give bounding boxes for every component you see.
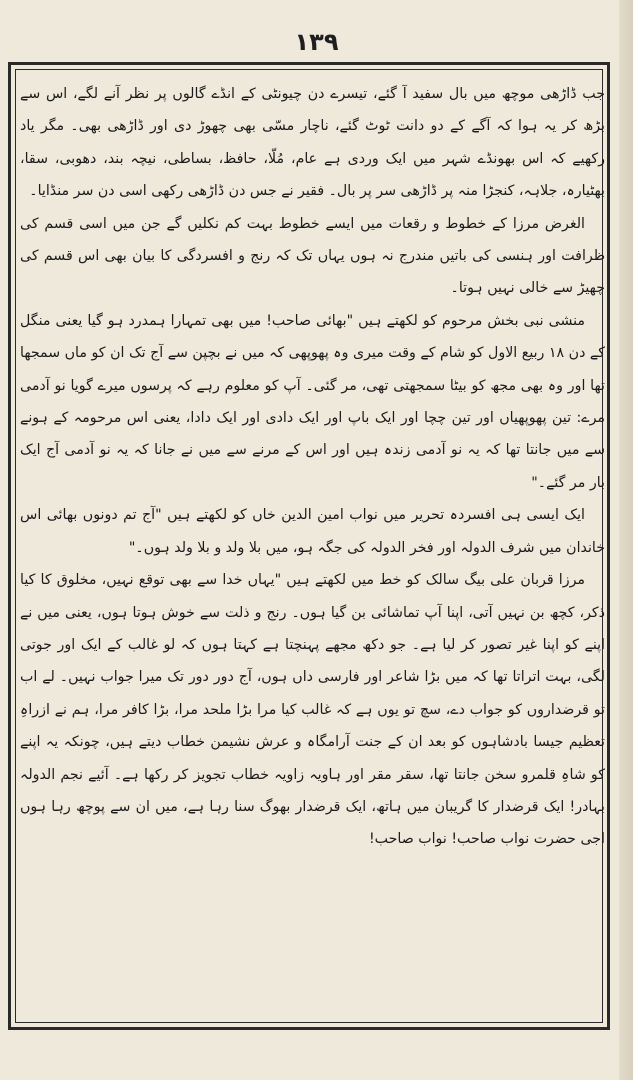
paragraph-letter-salik: مرزا قربان علی بیگ سالک کو خط میں لکھتے ہیں "یہاں خدا سے بھی توقع نہیں، مخلوق کا کیا ذکر، کچھ بن نہیں آتی، اپنا آپ تماشائی بن گیا ہوں۔ رنج و ذلت سے خوش ہوتا ہوں، یعنی میں نے اپنے کو اپنا غیر تصور کر لیا ہے۔ جو دکھ مجھے پہنچتا ہے کہتا ہوں کہ لو غالب کے ایک اور جوتی لگی، بہت اتراتا تھا کہ میں بڑا شاعر اور فارسی داں ہوں، آج دور دور تک میرا جواب نہیں۔ لے اب تو قرضداروں کو جواب دے، سچ تو یوں ہے کہ غالب کیا مرا بڑا ملحد مرا، بڑا کافر مرا، ہم نے ازراہِ تعظیم جیسا بادشاہوں کو بعد ان کے جنت آرامگاہ و عرش نشیمن خطاب دیتے ہیں، چونکہ یہ اپنے کو شاہِ قلمرو سخن جانتا تھا، سقر مقر اور ہاویہ زاویہ خطاب تجویز کر رکھا ہے۔ آئیے نجم الدولہ بہادر! ایک قرضدار کا گریبان میں ہاتھ، ایک قرضدار بھوگ سنا رہا ہے، میں ان سے پوچھ رہا ہوں اجی حضرت نواب صاحب! نواب صاحب! bbox=[20, 572, 605, 848]
paragraph-letter-amin-uddin: ایک ایسی ہی افسردہ تحریر میں نواب امین الدین خاں کو لکھتے ہیں "آج تم دونوں بھائی اس خاندان میں شرف الدولہ اور فخر الدولہ کی جگہ ہو، میں بلا ولد و بلا ولد ہوں۔" bbox=[20, 507, 605, 556]
page-body-text bbox=[20, 78, 605, 856]
paragraph-beard: جب ڈاڑھی موچھ میں بال سفید آ گئے، تیسرے دن چیونٹی کے انڈے گالوں پر نظر آنے لگے، اس سے بڑھ کر یہ ہوا کہ آگے کے دو دانت ٹوٹ گئے، ناچار مسّی بھی چھوڑ دی اور ڈاڑھی بھی۔ مگر یاد رکھیے کہ اس بھونڈے شہر میں ایک وردی ہے عام، مُلّا، حافظ، بساطی، نیچہ بند، دھوبی، سقا، بھٹیارہ، جلاہہ، کنجڑا منہ پر ڈاڑھی سر پر بال۔ فقیر نے جس دن ڈاڑھی رکھی اسی دن سر منڈایا۔ bbox=[20, 86, 605, 200]
page-edge-shadow bbox=[619, 0, 633, 1080]
paragraph-letters-humor: الغرض مرزا کے خطوط و رقعات میں ایسے خطوط بہت کم نکلیں گے جن میں اسی قسم کی ظرافت اور ہنسی کی باتیں مندرج نہ ہوں یہاں تک کہ رنج و افسردگی کا بیان بھی اس قسم کی چھیڑ سے خالی نہیں ہوتا۔ bbox=[20, 215, 605, 297]
paragraph-letter-nabi-bakhsh: منشی نبی بخش مرحوم کو لکھتے ہیں "بھائی صاحب! میں بھی تمہارا ہمدرد ہو گیا یعنی منگل کے دن ۱۸ ربیع الاول کو شام کے وقت میری وہ پھوپھی کہ میں نے بچپن سے آج تک ان کو ماں سمجھا تھا اور وہ بھی مجھ کو بیٹا سمجھتی تھی، مر گئی۔ آپ کو معلوم رہے کہ پرسوں میرے گویا نو آدمی مرے: تین پھوپھیاں اور تین چچا اور ایک باپ اور ایک دادی اور ایک دادا، یعنی اس مرحومہ کے ہونے سے میں جانتا تھا کہ یہ نو آدمی زندہ ہیں اور اس کے مرنے سے میں نے جانا کہ یہ نو آدمی آج ایک بار مر گئے۔" bbox=[20, 312, 605, 491]
page-number: ۱۳۹ bbox=[294, 28, 339, 56]
